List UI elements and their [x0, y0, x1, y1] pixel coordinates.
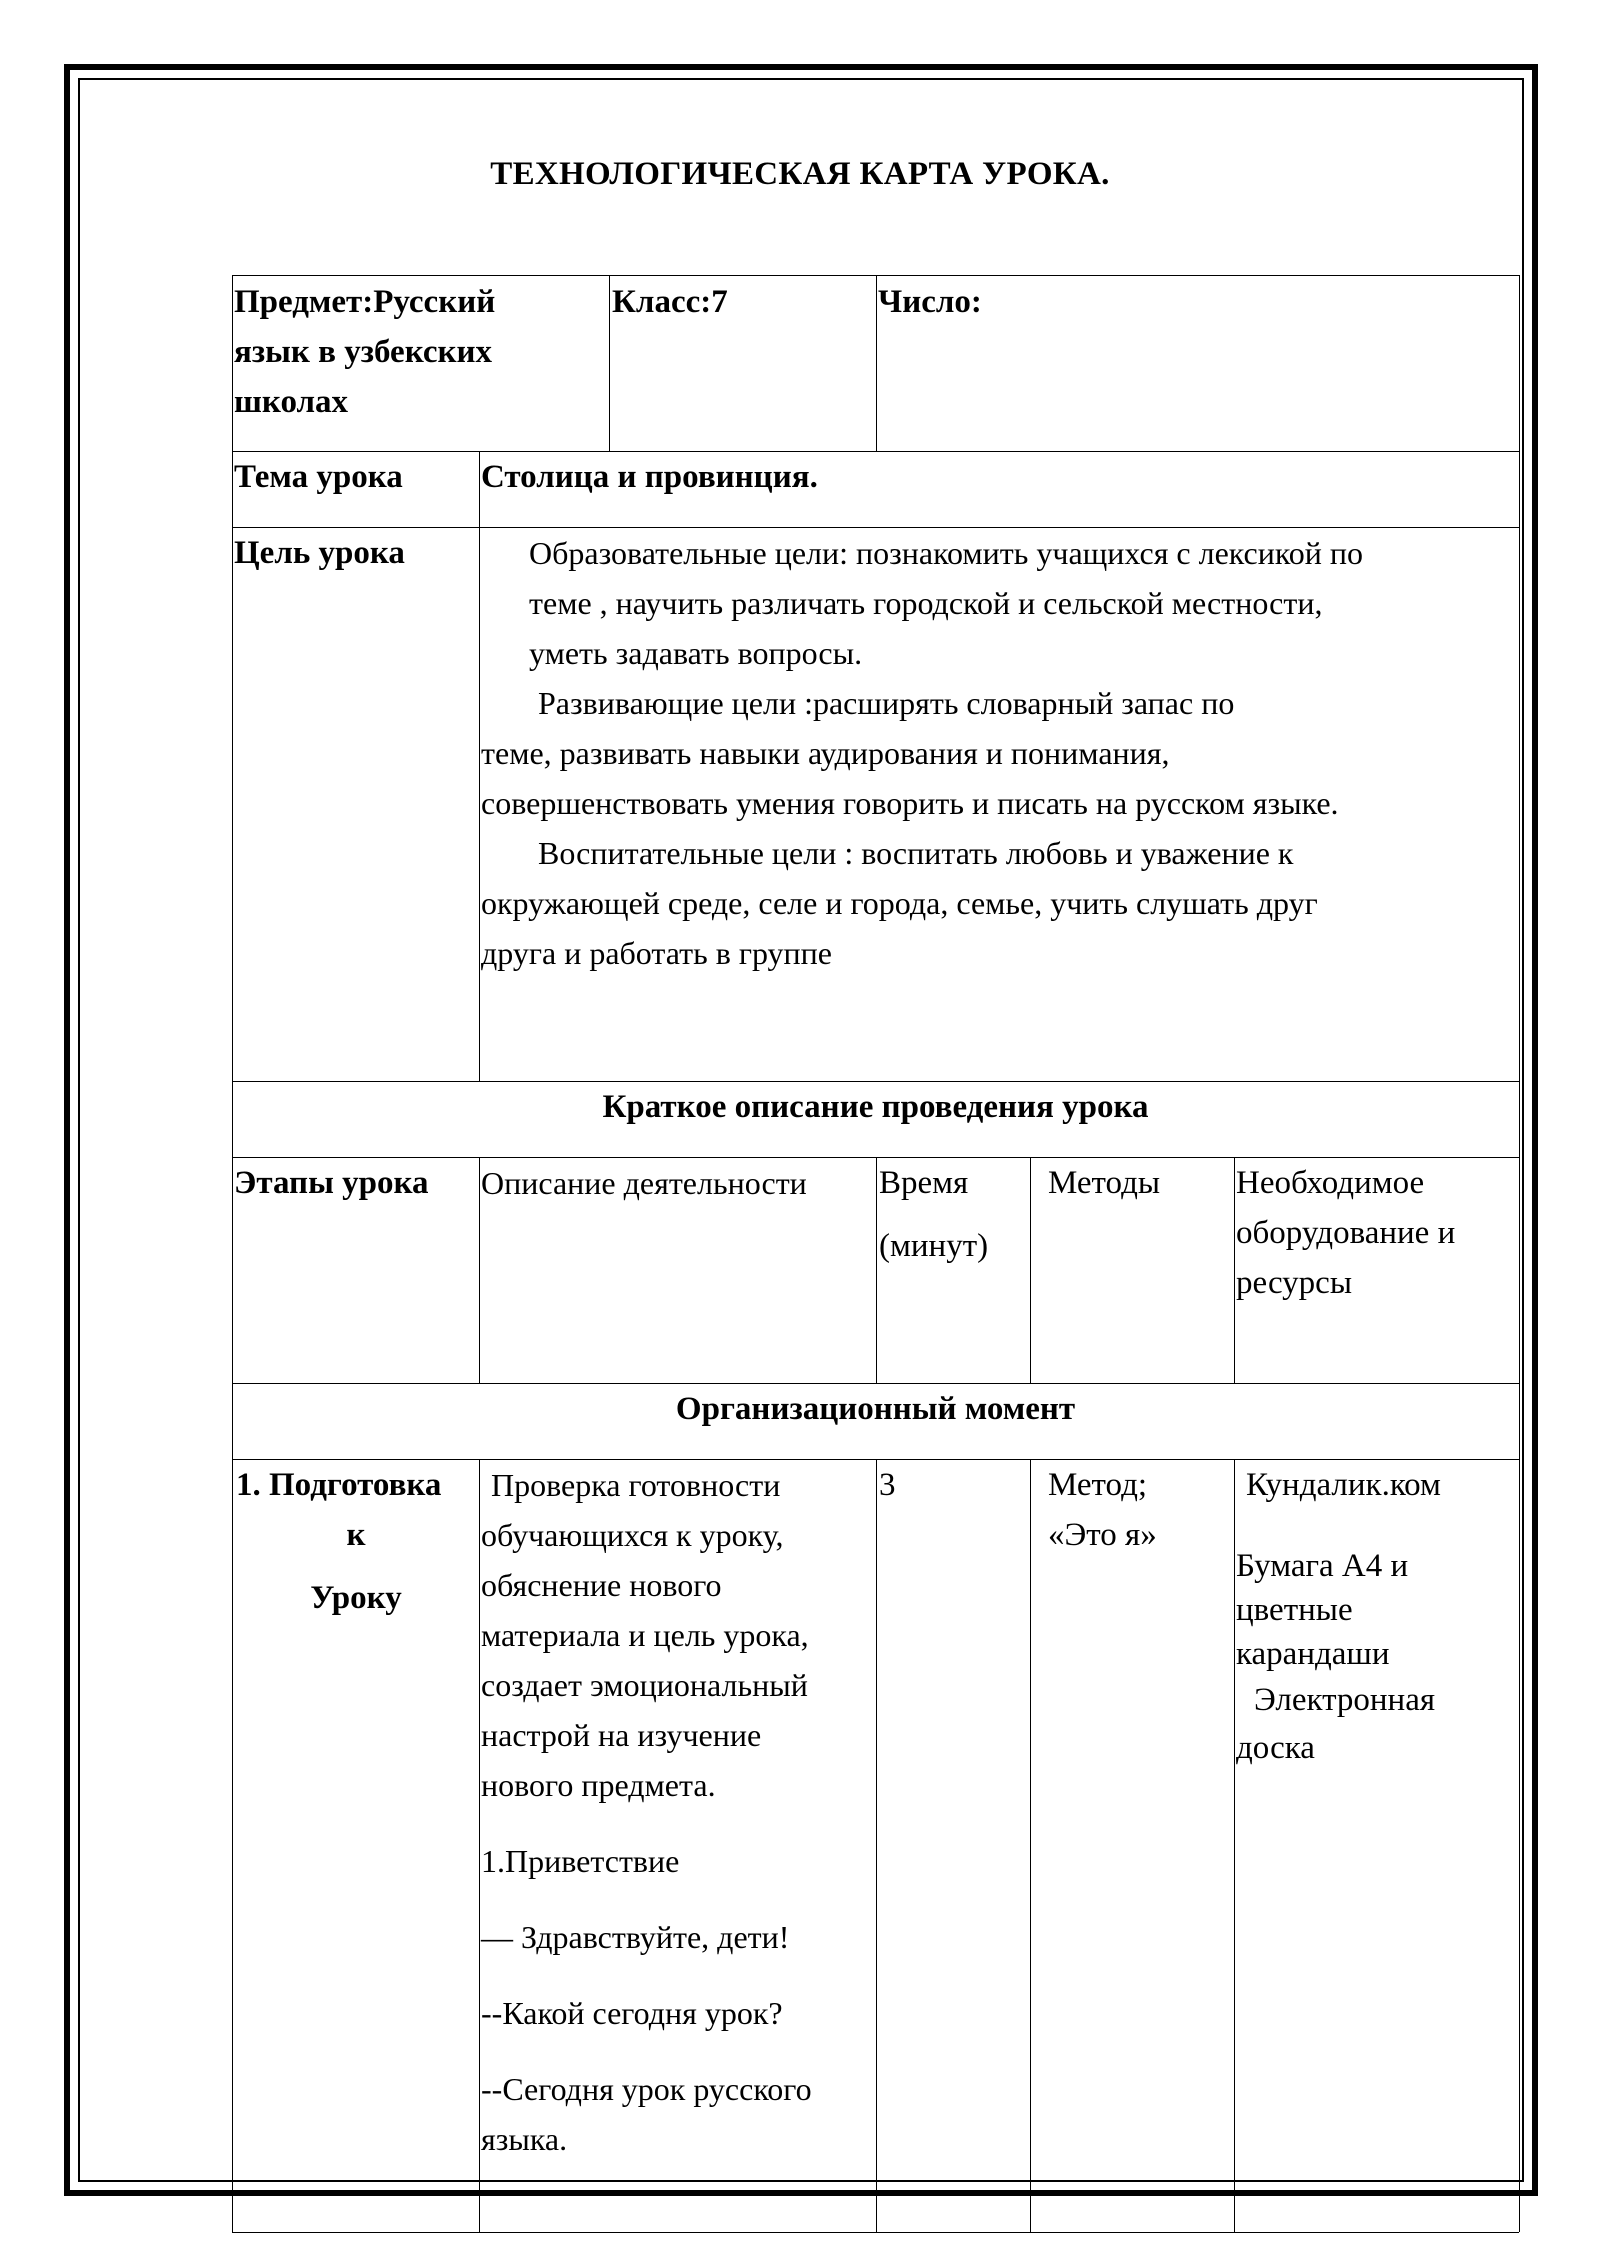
date-cell: Число: [878, 284, 982, 320]
column-header-methods: Методы [1048, 1165, 1161, 1201]
goal-text: Образовательные цели: познакомить учащихся с лексикой по теме , научить различать городской и сельской местности, уметь задавать вопросы. Развивающие цели :расширять словарный запас по теме, развивать навыки аудирования и понимания, совершенствовать умения говорить и писать на русском языке. Воспитательные цели : воспитать любовь и уважение к окружающей среде, селе и города, семье, учить слушать друг друга и работать в группе [481, 535, 1364, 971]
goal-label: Цель урока [234, 535, 405, 571]
column-header-stages: Этапы урока [234, 1165, 429, 1201]
column-header-equipment: Необходимое оборудование и ресурсы [1236, 1165, 1456, 1301]
document-title: ТЕХНОЛОГИЧЕСКАЯ КАРТА УРОКА. [490, 156, 1110, 192]
section-heading: Организационный момент [675, 1391, 1076, 1427]
column-header-description: Описание деятельности [481, 1165, 807, 1201]
topic-label: Тема урока [234, 459, 403, 495]
method-value: Метод; «Это я» [1048, 1467, 1157, 1553]
topic-value: Столица и провинция. [481, 459, 818, 495]
subject-cell: Предмет:Русский язык в узбекских школах [234, 284, 496, 420]
class-cell: Класс:7 [612, 284, 728, 320]
stage-preparation: 1. Подготовка к Уроку [236, 1467, 442, 1616]
activity-description: Проверка готовности обучающихся к уроку, обяснение нового материала и цель урока, создает эмоциональный настрой на изучение нового предмета. 1.Приветствие — Здравствуйте, дети! --Какой сегодня урок? --Сегодня урок русского языка. [481, 1467, 812, 2157]
column-header-time: Время (минут) [879, 1165, 989, 1264]
summary-heading: Краткое описание проведения урока [602, 1089, 1149, 1125]
equipment-value: Кундалик.ком Бумага А4 и цветные карандаши Электронная доска [1236, 1467, 1441, 1766]
time-value: 3 [879, 1467, 896, 1503]
